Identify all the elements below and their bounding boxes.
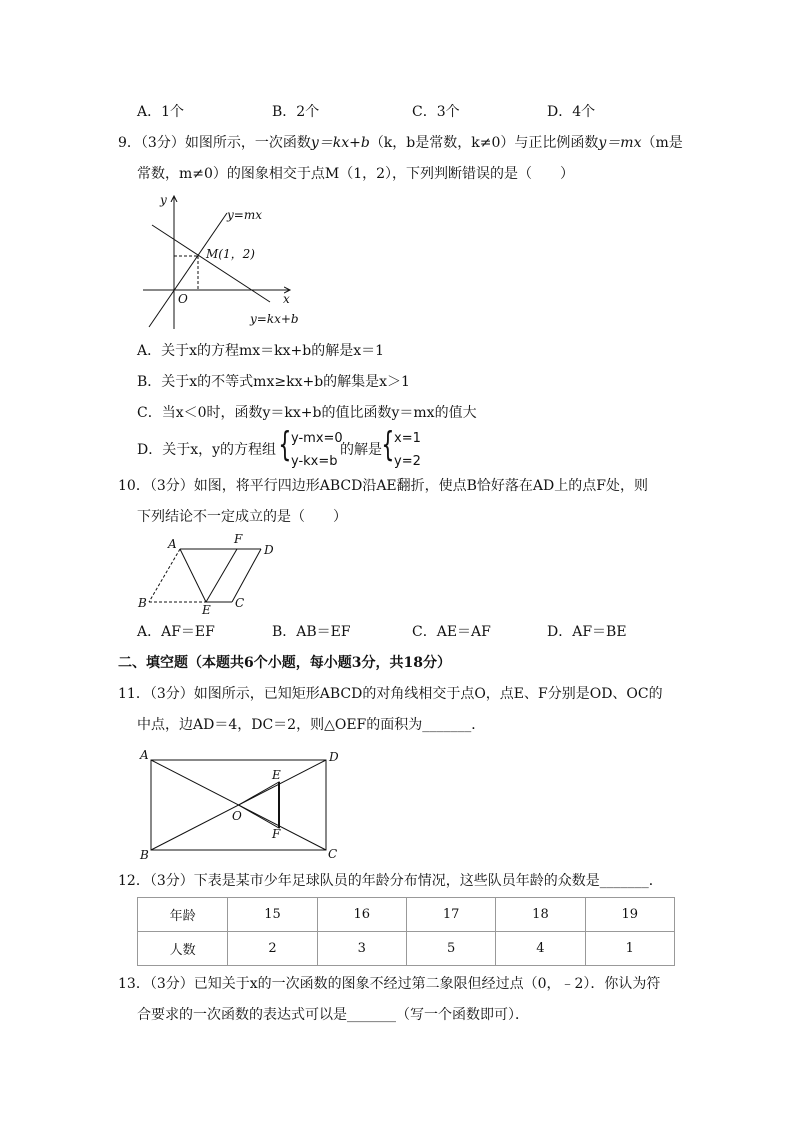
q11-question-line1: 11．（3分）如图所示，已知矩形ABCD的对角线相交于点O，点E、F分别是OD、OC的 [118,686,663,702]
q10-question-line2: 下列结论不一定成立的是（ ） [137,509,347,525]
edge-ae [180,549,206,602]
table-cell: 1 [585,932,674,966]
q13-question-line1: 13．（3分）已知关于x的一次函数的图象不经过第二象限但经过点（0，﹣2）．你认为符 [118,976,661,992]
q12-question-line1: 12．（3分）下表是某市少年足球队员的年龄分布情况，这些队员年龄的众数是_______． [118,873,663,889]
q11-figure [138,746,348,866]
table-cell: 4 [496,932,585,966]
q9-question-line1 [118,133,683,153]
table-cell: 18 [496,898,585,932]
q13-question-line2: 合要求的一次函数的表达式可以是_______（写一个函数即可）． [137,1007,529,1023]
q9-line1-fx2: y＝mx [598,135,642,151]
table-cell: 15 [228,898,317,932]
table-cell: 17 [406,898,495,932]
table-row [138,932,675,966]
age-distribution-table [137,897,675,966]
q9-option-a: A．关于x的方程mx＝kx+b的解是x＝1 [137,343,385,359]
label-e: E [272,768,281,782]
label-f: F [272,827,281,841]
q9-line1-mid: （k，b是常数，k≠0）与正比例函数 [369,135,599,151]
q8-option-b: B．2个 [272,104,320,120]
q8-option-a: A．1个 [137,104,185,120]
q9-option-d-mid: 的解是 [340,442,382,458]
q9-graph [140,192,310,332]
graph-label-y: y [160,193,167,207]
graph-label-kx: y=kx+b [250,312,299,326]
q10-question-line1: 10．（3分）如图，将平行四边形ABCD沿AE翻折，使点B恰好落在AD上的点F处，则 [118,478,648,494]
q9-solution-x: x=1 [394,431,421,446]
edge-dc [232,549,261,602]
section-heading-fill-in: 二、填空题（本题共6个小题，每小题3分，共18分） [118,655,451,671]
label-o: O [232,809,242,823]
table-cell: 16 [317,898,406,932]
q9-system-brace-2: { [381,425,395,465]
q10-figure [134,532,284,616]
graph-label-mx: y=mx [227,208,262,222]
label-b: B [140,848,149,862]
edge-ab-dashed [149,549,180,602]
q9-system-eq2: y-kx=b [291,454,338,469]
table-cell: 5 [406,932,495,966]
edge-fe [206,549,237,602]
graph-label-m: M(1，2) [206,247,255,261]
q10-option-a: A．AF＝EF [137,624,215,640]
q9-option-c: C．当x＜0时，函数y＝kx+b的值比函数y＝mx的值大 [137,405,477,421]
table-cell: 19 [585,898,674,932]
table-cell: 人数 [138,932,228,966]
q8-option-c: C．3个 [412,104,460,120]
q10-option-d: D．AF＝BE [547,624,627,640]
label-a: A [168,537,177,551]
label-d: D [264,543,274,557]
table-cell: 3 [317,932,406,966]
q9-system-brace-1: { [278,425,292,465]
q11-question-line2: 中点，边AD＝4，DC＝2，则△OEF的面积为_______． [137,717,486,733]
q8-option-d: D．4个 [547,104,596,120]
table-row [138,898,675,932]
q9-system-eq1: y-mx=0 [291,431,343,446]
q9-solution-y: y=2 [394,454,421,469]
q10-option-c: C．AE＝AF [412,624,491,640]
label-d: D [329,750,339,764]
label-c: C [235,596,245,610]
table-cell: 2 [228,932,317,966]
table-cell: 年龄 [138,898,228,932]
q10-option-b: B．AB＝EF [272,624,351,640]
graph-label-o: O [178,292,188,306]
triangle-oef [239,782,280,828]
label-e: E [202,603,211,617]
label-a: A [140,748,149,762]
label-c: C [328,847,338,861]
q9-line1-post: （m是 [641,135,683,151]
q9-option-d-pre: D．关于x，y的方程组 [137,442,277,458]
q9-line1-pre: 9．（3分）如图所示，一次函数 [118,135,311,151]
label-f: F [234,532,243,546]
graph-label-x: x [283,292,290,306]
label-b: B [138,596,147,610]
q9-question-line2: 常数，m≠0）的图象相交于点M（1，2），下列判断错误的是（ ） [137,166,575,182]
q9-line1-fx: y＝kx+b [310,135,370,151]
q9-option-b: B．关于x的不等式mx≥kx+b的解集是x＞1 [137,374,410,390]
